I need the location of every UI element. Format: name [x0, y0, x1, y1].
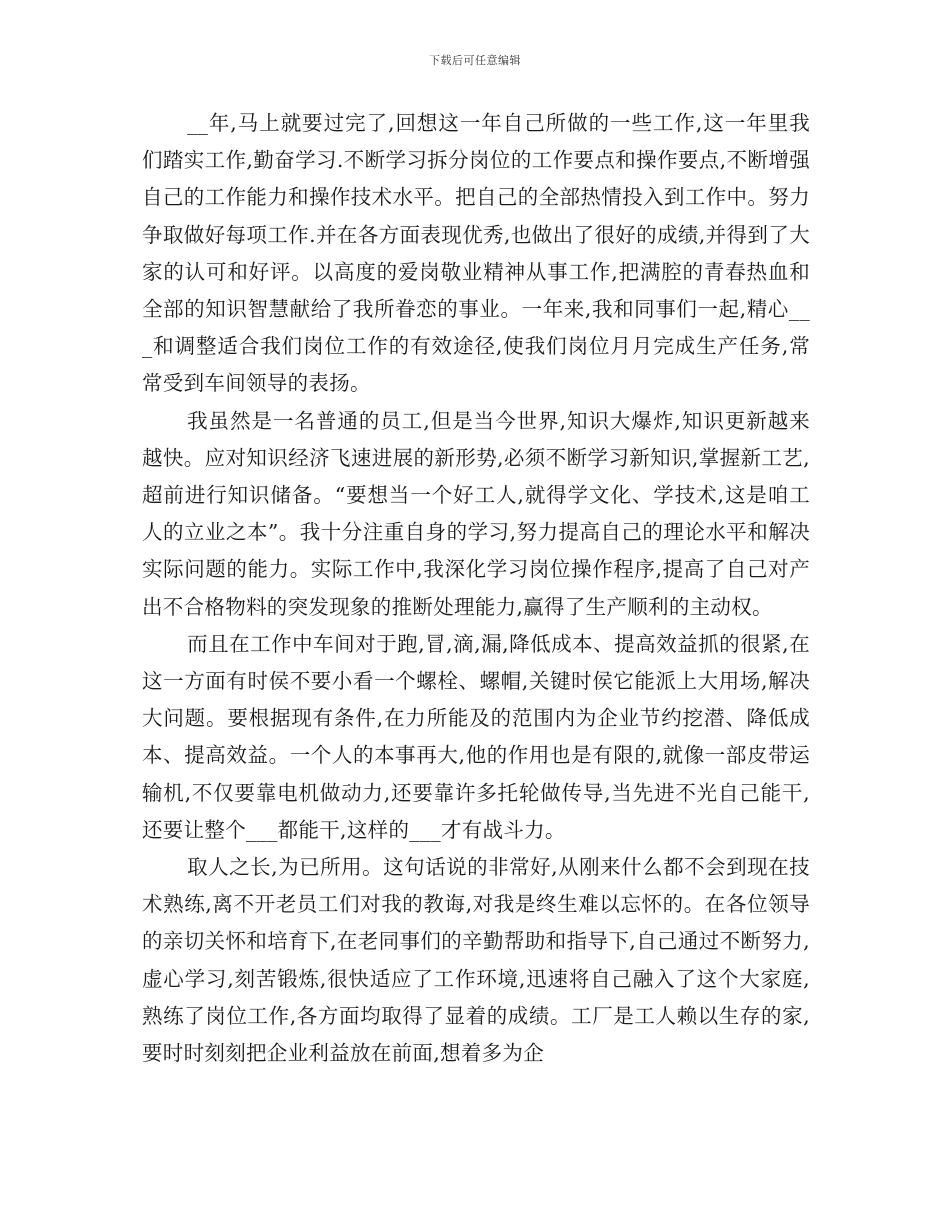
page-header: 下载后可任意编辑 [429, 54, 521, 67]
paragraph-2: 我虽然是一名普通的员工,但是当今世界,知识大爆炸,知识更新越来越快。应对知识经济飞速进展的新形势,必须不断学习新知识,掌握新工艺,超前进行知识储备。“要想当一个好工人,就得学文化、学技术,这是咱工人的立业之本”。我十分注重自身的学习,努力提高自己的理论水平和解决实际问题的能力。实际工作中,我深化学习岗位操作程序,提高了自己对产出不合格物料的突发现象的推断处理能力,赢得了生产顺利的主动权。 [142, 408, 810, 619]
paragraph-3: 而且在工作中车间对于跑,冒,滴,漏,降低成本、提高效益抓的很紧,在这一方面有时侯不要小看一个螺栓、螺帽,关键时侯它能派上大用场,解决大问题。要根据现有条件,在力所能及的范围内为企业节约挖潜、降低成本、提高效益。一个人的本事再大,他的作用也是有限的,就像一部皮带运输机,不仅要靠电机做动力,还要靠许多托轮做传导,当先进不光自己能干,还要让整个___都能干,这样的___才有战斗力。 [142, 631, 810, 842]
document-body [142, 105, 810, 1072]
paragraph-4: 取人之长,为已所用。这句话说的非常好,从刚来什么都不会到现在技术熟练,离不开老员工们对我的教诲,对我是终生难以忘怀的。在各位领导的亲切关怀和培育下,在老同事们的辛勤帮助和指导下,自己通过不断努力,虚心学习,刻苦锻炼,很快适应了工作环境,迅速将自己融入了这个大家庭,熟练了岗位工作,各方面均取得了显着的成绩。工厂是工人赖以生存的家,要时时刻刻把企业利益放在前面,想着多为企 [142, 855, 810, 1066]
paragraph-1: __年,马上就要过完了,回想这一年自己所做的一些工作,这一年里我们踏实工作,勤奋学习.不断学习拆分岗位的工作要点和操作要点,不断增强自己的工作能力和操作技术水平。把自己的全部热情投入到工作中。努力争取做好每项工作.并在各方面表现优秀,也做出了很好的成绩,并得到了大家的认可和好评。以高度的爱岗敬业精神从事工作,把满腔的青春热血和全部的知识智慧献给了我所眷恋的事业。一年来,我和同事们一起,精心___和调整适合我们岗位工作的有效途径,使我们岗位月月完成生产任务,常常受到车间领导的表扬。 [142, 111, 810, 396]
